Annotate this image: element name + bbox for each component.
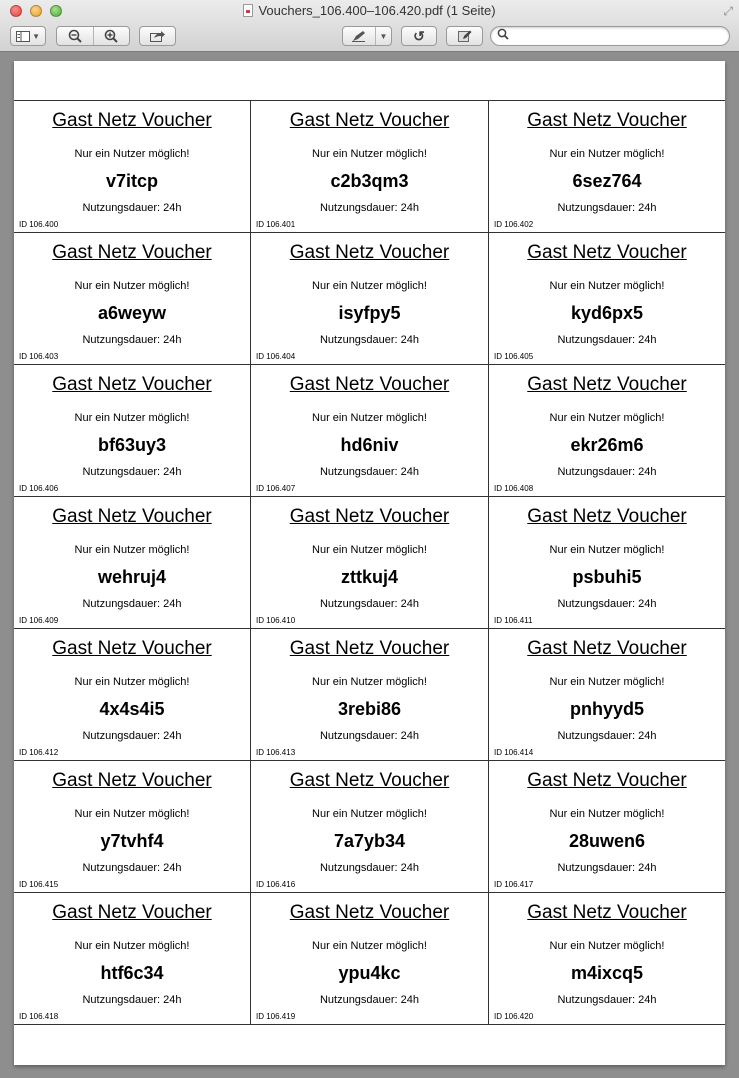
voucher-title: Gast Netz Voucher: [289, 506, 450, 527]
window-titlebar: [0, 0, 739, 52]
voucher-title: Gast Netz Voucher: [52, 374, 212, 395]
voucher-id: ID 106.411: [494, 616, 533, 625]
voucher-card: [14, 893, 251, 1025]
voucher-note: Nur ein Nutzer möglich!: [549, 544, 665, 556]
voucher-code: pnhyyd5: [569, 699, 644, 719]
voucher-note: Nur ein Nutzer möglich!: [74, 280, 190, 292]
voucher-card: [489, 497, 725, 629]
chevron-down-icon: ▼: [379, 31, 388, 41]
voucher-duration: Nutzungsdauer: 24h: [319, 598, 420, 610]
zoom-in-icon: [104, 29, 118, 43]
voucher-card: [14, 101, 251, 233]
search-icon: [497, 28, 509, 43]
zoom-button-group: [56, 26, 130, 46]
voucher-title: Gast Netz Voucher: [289, 374, 450, 395]
voucher-note: Nur ein Nutzer möglich!: [74, 544, 190, 556]
voucher-id: ID 106.417: [494, 880, 534, 889]
voucher-note: Nur ein Nutzer möglich!: [74, 676, 190, 688]
voucher-note: Nur ein Nutzer möglich!: [549, 808, 665, 820]
voucher-note: Nur ein Nutzer möglich!: [549, 412, 665, 424]
annotate-button[interactable]: [342, 26, 392, 46]
voucher-title: Gast Netz Voucher: [527, 902, 687, 923]
voucher-id: ID 106.416: [256, 880, 296, 889]
voucher-duration: Nutzungsdauer: 24h: [557, 862, 657, 874]
voucher-duration: Nutzungsdauer: 24h: [319, 466, 420, 478]
voucher-id: ID 106.408: [494, 484, 534, 493]
voucher-note: Nur ein Nutzer möglich!: [312, 544, 427, 556]
voucher-duration: Nutzungsdauer: 24h: [82, 334, 182, 346]
annotate-menu-button[interactable]: [375, 27, 391, 45]
voucher-duration: Nutzungsdauer: 24h: [557, 598, 657, 610]
chevron-down-icon: ▼: [29, 31, 41, 41]
voucher-id: ID 106.410: [256, 616, 296, 625]
voucher-note: Nur ein Nutzer möglich!: [312, 808, 427, 820]
voucher-code: 4x4s4i5: [99, 699, 165, 719]
voucher-code: a6weyw: [97, 303, 167, 323]
voucher-id: ID 106.409: [19, 616, 59, 625]
edit-button[interactable]: [446, 26, 483, 46]
voucher-duration: Nutzungsdauer: 24h: [557, 334, 657, 346]
voucher-code: htf6c34: [100, 963, 164, 983]
voucher-id: ID 106.402: [494, 220, 534, 229]
voucher-note: Nur ein Nutzer möglich!: [549, 940, 665, 952]
edit-icon: [458, 30, 472, 42]
voucher-card: [14, 629, 251, 761]
voucher-title: Gast Netz Voucher: [52, 638, 212, 659]
voucher-note: Nur ein Nutzer möglich!: [312, 412, 427, 424]
voucher-title: Gast Netz Voucher: [527, 638, 687, 659]
sidebar-view-button[interactable]: [10, 26, 46, 46]
voucher-id: ID 106.404: [256, 352, 296, 361]
voucher-code: y7tvhf4: [100, 831, 164, 851]
search-input[interactable]: [513, 28, 723, 44]
voucher-duration: Nutzungsdauer: 24h: [557, 730, 657, 742]
voucher-card: [489, 365, 725, 497]
fullscreen-icon[interactable]: ⤢: [723, 4, 733, 18]
search-field[interactable]: [490, 26, 730, 46]
voucher-code: hd6niv: [340, 435, 399, 455]
voucher-note: Nur ein Nutzer möglich!: [74, 940, 190, 952]
pdf-document-icon: [243, 4, 253, 17]
voucher-card: [14, 497, 251, 629]
voucher-duration: Nutzungsdauer: 24h: [82, 994, 182, 1006]
voucher-code: 7a7yb34: [333, 831, 406, 851]
voucher-duration: Nutzungsdauer: 24h: [319, 862, 420, 874]
voucher-code: 6sez764: [572, 171, 642, 191]
voucher-id: ID 106.415: [19, 880, 59, 889]
voucher-card: [14, 233, 251, 365]
pen-icon: [343, 27, 375, 45]
voucher-note: Nur ein Nutzer möglich!: [74, 412, 190, 424]
voucher-duration: Nutzungsdauer: 24h: [319, 994, 420, 1006]
voucher-duration: Nutzungsdauer: 24h: [557, 202, 657, 214]
voucher-id: ID 106.401: [256, 220, 296, 229]
voucher-title: Gast Netz Voucher: [289, 110, 450, 131]
share-icon: [150, 30, 166, 42]
voucher-note: Nur ein Nutzer möglich!: [312, 940, 427, 952]
voucher-id: ID 106.412: [19, 748, 59, 757]
voucher-id: ID 106.407: [256, 484, 296, 493]
voucher-card: [251, 101, 489, 233]
voucher-duration: Nutzungsdauer: 24h: [82, 598, 182, 610]
rotate-button[interactable]: [401, 26, 437, 46]
voucher-card: [489, 893, 725, 1025]
voucher-duration: Nutzungsdauer: 24h: [557, 994, 657, 1006]
voucher-title: Gast Netz Voucher: [289, 770, 450, 791]
voucher-card: [251, 629, 489, 761]
voucher-title: Gast Netz Voucher: [289, 638, 450, 659]
voucher-id: ID 106.405: [494, 352, 534, 361]
voucher-card: [251, 497, 489, 629]
voucher-title: Gast Netz Voucher: [527, 374, 687, 395]
voucher-card: [251, 233, 489, 365]
voucher-code: c2b3qm3: [330, 171, 409, 191]
rotate-icon: ↺: [413, 27, 425, 44]
voucher-grid: [14, 100, 725, 1025]
voucher-card: [489, 761, 725, 893]
voucher-duration: Nutzungsdauer: 24h: [319, 202, 420, 214]
voucher-duration: Nutzungsdauer: 24h: [557, 466, 657, 478]
voucher-title: Gast Netz Voucher: [527, 770, 687, 791]
window-title: Vouchers_106.400–106.420.pdf (1 Seite): [258, 3, 496, 18]
voucher-code: bf63uy3: [97, 435, 167, 455]
voucher-note: Nur ein Nutzer möglich!: [549, 280, 665, 292]
voucher-card: [489, 233, 725, 365]
voucher-duration: Nutzungsdauer: 24h: [319, 730, 420, 742]
window-title-area: [0, 3, 739, 18]
voucher-id: ID 106.414: [494, 748, 534, 757]
voucher-code: 28uwen6: [568, 831, 646, 851]
voucher-duration: Nutzungsdauer: 24h: [82, 862, 182, 874]
voucher-title: Gast Netz Voucher: [52, 242, 212, 263]
voucher-code: wehruj4: [97, 567, 167, 587]
zoom-in-button[interactable]: [93, 27, 130, 45]
voucher-code: 3rebi86: [337, 699, 402, 719]
voucher-note: Nur ein Nutzer möglich!: [549, 148, 665, 160]
voucher-title: Gast Netz Voucher: [527, 506, 687, 527]
pdf-page: [14, 61, 725, 1065]
voucher-code: psbuhi5: [572, 567, 642, 587]
voucher-note: Nur ein Nutzer möglich!: [312, 676, 427, 688]
voucher-title: Gast Netz Voucher: [527, 242, 687, 263]
voucher-code: m4ixcq5: [570, 963, 644, 983]
voucher-note: Nur ein Nutzer möglich!: [312, 148, 427, 160]
voucher-code: isyfpy5: [338, 303, 401, 323]
voucher-title: Gast Netz Voucher: [289, 242, 450, 263]
voucher-card: [489, 629, 725, 761]
voucher-title: Gast Netz Voucher: [52, 902, 212, 923]
voucher-id: ID 106.413: [256, 748, 296, 757]
voucher-duration: Nutzungsdauer: 24h: [82, 202, 182, 214]
voucher-id: ID 106.420: [494, 1012, 534, 1021]
voucher-id: ID 106.406: [19, 484, 59, 493]
voucher-id: ID 106.403: [19, 352, 59, 361]
voucher-code: zttkuj4: [340, 567, 398, 587]
share-button[interactable]: [139, 26, 176, 46]
voucher-code: ekr26m6: [570, 435, 644, 455]
voucher-id: ID 106.400: [19, 220, 59, 229]
voucher-code: ypu4kc: [338, 963, 401, 983]
voucher-title: Gast Netz Voucher: [527, 110, 687, 131]
sidebar-icon: [11, 27, 45, 45]
voucher-note: Nur ein Nutzer möglich!: [74, 808, 190, 820]
voucher-id: ID 106.418: [19, 1012, 59, 1021]
voucher-code: kyd6px5: [570, 303, 644, 323]
voucher-card: [251, 365, 489, 497]
voucher-duration: Nutzungsdauer: 24h: [82, 730, 182, 742]
voucher-card: [251, 893, 489, 1025]
voucher-card: [14, 761, 251, 893]
voucher-title: Gast Netz Voucher: [289, 902, 450, 923]
voucher-code: v7itcp: [105, 171, 159, 191]
voucher-title: Gast Netz Voucher: [52, 770, 212, 791]
voucher-title: Gast Netz Voucher: [52, 506, 212, 527]
voucher-note: Nur ein Nutzer möglich!: [312, 280, 427, 292]
voucher-card: [251, 761, 489, 893]
voucher-id: ID 106.419: [256, 1012, 296, 1021]
voucher-card: [14, 365, 251, 497]
voucher-card: [489, 101, 725, 233]
zoom-out-icon: [68, 29, 82, 43]
voucher-note: Nur ein Nutzer möglich!: [549, 676, 665, 688]
voucher-duration: Nutzungsdauer: 24h: [319, 334, 420, 346]
voucher-note: Nur ein Nutzer möglich!: [74, 148, 190, 160]
voucher-title: Gast Netz Voucher: [52, 110, 212, 131]
zoom-out-button[interactable]: [57, 27, 93, 45]
voucher-duration: Nutzungsdauer: 24h: [82, 466, 182, 478]
